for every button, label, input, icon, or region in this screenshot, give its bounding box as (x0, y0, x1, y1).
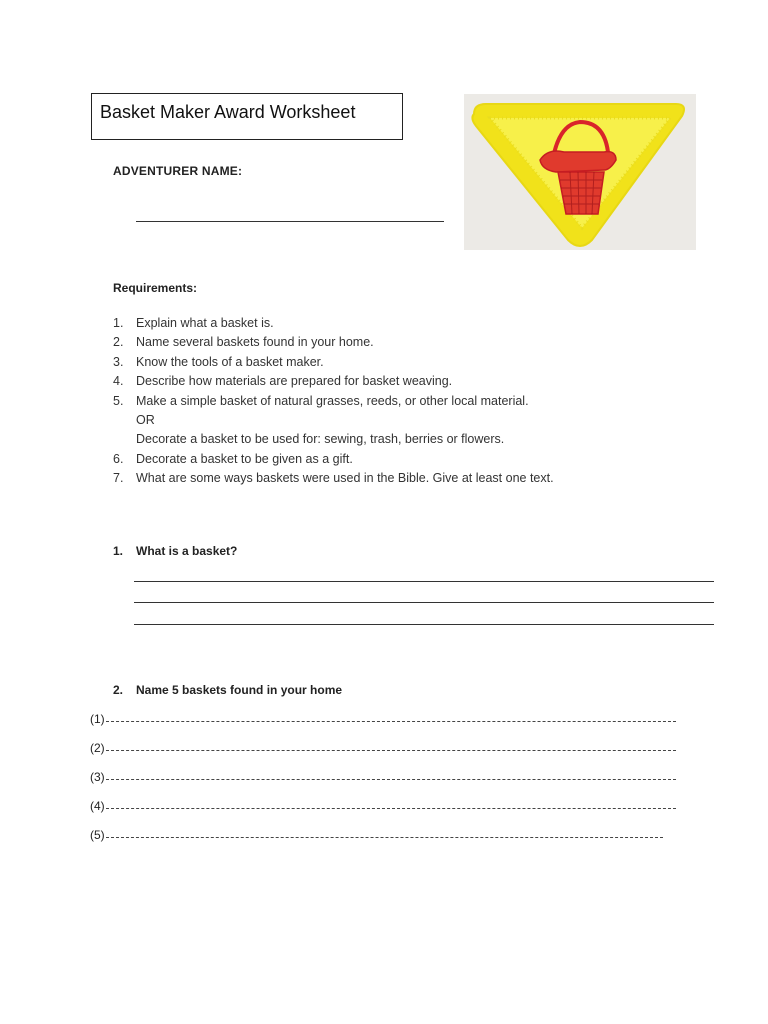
answer-number: (4) (90, 799, 105, 813)
adventurer-name-label: ADVENTURER NAME: (113, 164, 243, 178)
answer-number: (3) (90, 770, 105, 784)
basket-badge-icon (464, 94, 696, 250)
title-box (91, 93, 403, 140)
answer-dashed-line[interactable] (106, 837, 663, 838)
answer-dashed-line[interactable] (106, 721, 676, 722)
answer-dashed-line[interactable] (106, 808, 676, 809)
answer-number: (2) (90, 741, 105, 755)
adventurer-name-field[interactable] (136, 221, 444, 222)
question-1-number: 1. (113, 544, 124, 558)
answer-line[interactable] (134, 581, 714, 582)
basket-badge-image (464, 94, 696, 250)
question-1-text: What is a basket? (136, 544, 238, 558)
page-title: Basket Maker Award Worksheet (100, 102, 356, 122)
question-2-text: Name 5 baskets found in your home (136, 683, 343, 697)
question-2-number: 2. (113, 683, 124, 697)
answer-dashed-line[interactable] (106, 750, 676, 751)
answer-dashed-line[interactable] (106, 779, 676, 780)
requirements-heading: Requirements: (113, 281, 198, 295)
answer-number: (5) (90, 828, 105, 842)
answer-number: (1) (90, 712, 105, 726)
answer-line[interactable] (134, 602, 714, 603)
answer-line[interactable] (134, 624, 714, 625)
